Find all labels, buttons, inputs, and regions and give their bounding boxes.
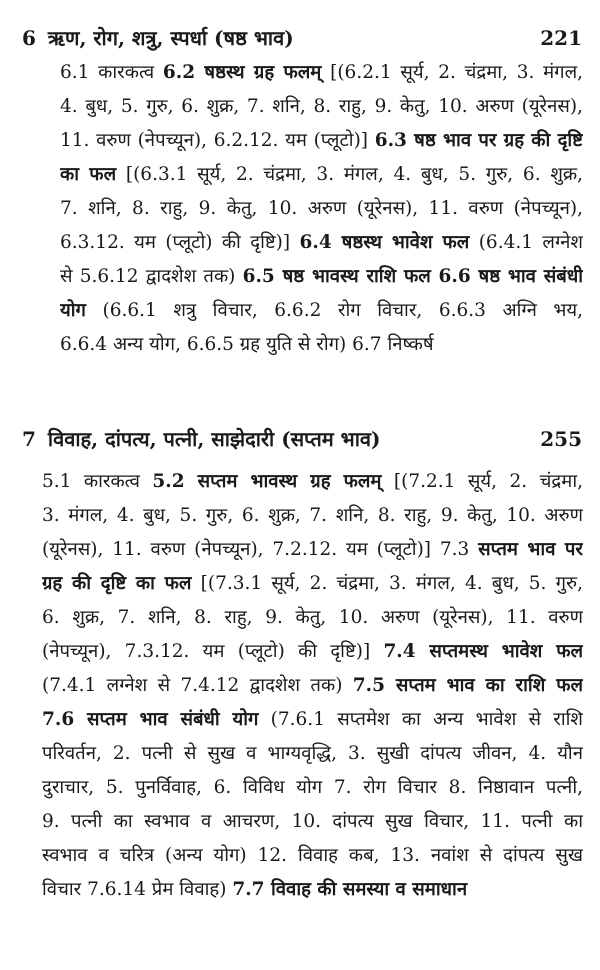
- section-heading-text: 5.2 सप्तम भावस्थ ग्रह फलम्: [152, 471, 382, 492]
- contents-line: [42, 873, 583, 907]
- contents-text: विचार 7.6.14 प्रेम विवाह): [42, 879, 233, 900]
- contents-text: 5.1 कारकत्व: [42, 471, 153, 492]
- contents-text: 11. वरुण (नेपच्यून), 6.2.12. यम (प्लूटो)]: [60, 130, 375, 151]
- contents-line: [42, 567, 583, 601]
- contents-text: 3. मंगल, 4. बुध, 5. गुरु, 6. शुक्र, 7. शनि, 8. राहु, 9. केतु, 10. अरुण: [42, 505, 583, 526]
- section-heading-text: 6.3 षष्ठ भाव पर ग्रह की दृष्टि: [374, 130, 583, 151]
- contents-text: (6.4.1 लग्नेश: [469, 232, 583, 253]
- contents-text: 6.3.12. यम (प्लूटो) की दृष्टि)]: [60, 232, 300, 253]
- section-heading-text: 6.5 षष्ठ भावस्थ राशि फल 6.6 षष्ठ भाव संबंधी: [242, 266, 583, 287]
- section-heading-text: 7.6 सप्तम भाव संबंधी योग: [42, 709, 259, 730]
- chapter-number: 7: [22, 427, 36, 451]
- contents-text: 6.1 कारकत्व: [60, 62, 163, 83]
- section-heading-text: 7.5 सप्तम भाव का राशि फल: [352, 675, 583, 696]
- contents-line: [60, 192, 583, 226]
- chapter-title: ऋण, रोग, शत्रु, स्पर्धा (षष्ठ भाव): [47, 26, 294, 50]
- contents-text: 6. शुक्र, 7. शनि, 8. राहु, 9. केतु, 10. अरुण (यूरेनस), 11. वरुण: [42, 607, 583, 628]
- section-heading-text: 6.2 षष्ठस्थ ग्रह फलम्: [162, 62, 322, 83]
- contents-text: (यूरेनस), 11. वरुण (नेपच्यून), 7.2.12. यम (प्लूटो)] 7.3: [42, 539, 479, 560]
- contents-line: [60, 124, 583, 158]
- contents-line: [42, 703, 583, 737]
- section-heading-text: योग: [60, 300, 86, 321]
- contents-text: (नेपच्यून), 7.3.12. यम (प्लूटो) की दृष्टि)]: [42, 641, 384, 662]
- contents-line: [60, 294, 583, 328]
- contents-line: [60, 328, 583, 362]
- contents-line: [60, 260, 583, 294]
- contents-text: 9. पत्नी का स्वभाव व आचरण, 10. दांपत्य सुख विचार, 11. पत्नी का: [42, 811, 583, 832]
- contents-text: 6.6.4 अन्य योग, 6.6.5 ग्रह युति से रोग) 6.7 निष्कर्ष: [60, 334, 434, 355]
- contents-text: 4. बुध, 5. गुरु, 6. शुक्र, 7. शनि, 8. राहु, 9. केतु, 10. अरुण (यूरेनस),: [60, 96, 583, 117]
- contents-line: [42, 635, 583, 669]
- contents-line: [60, 56, 583, 90]
- contents-line: [60, 158, 583, 192]
- chapter-7-contents: [42, 465, 583, 907]
- contents-text: 7. शनि, 8. राहु, 9. केतु, 10. अरुण (यूरेनस), 11. वरुण (नेपच्यून),: [60, 198, 583, 219]
- contents-text: (7.4.1 लग्नेश से 7.4.12 द्वादशेश तक): [42, 675, 353, 696]
- section-heading-text: 7.4 सप्तमस्थ भावेश फल: [383, 641, 583, 662]
- contents-line: [42, 839, 583, 873]
- page-number: 255: [540, 427, 582, 451]
- contents-text: परिवर्तन, 2. पत्नी से सुख व भाग्यवृद्धि, 3. सुखी दांपत्य जीवन, 4. यौन: [42, 743, 583, 764]
- contents-text: दुराचार, 5. पुनर्विवाह, 6. विविध योग 7. रोग विचार 8. निष्ठावान पत्नी,: [42, 777, 583, 798]
- contents-text: स्वभाव व चरित्र (अन्य योग) 12. विवाह कब, 13. नवांश से दांपत्य सुख: [42, 845, 583, 866]
- contents-line: [42, 805, 583, 839]
- contents-line: [60, 226, 583, 260]
- contents-text: [(6.3.1 सूर्य, 2. चंद्रमा, 3. मंगल, 4. बुध, 5. गुरु, 6. शुक्र,: [116, 164, 583, 185]
- chapter-number: 6: [22, 26, 36, 50]
- contents-text: से 5.6.12 द्वादशेश तक): [60, 266, 243, 287]
- contents-line: [42, 601, 583, 635]
- section-heading-text: 7.7 विवाह की समस्या व समाधान: [232, 879, 468, 900]
- contents-text: [(7.3.1 सूर्य, 2. चंद्रमा, 3. मंगल, 4. बुध, 5. गुरु,: [191, 573, 583, 594]
- contents-text: [(7.2.1 सूर्य, 2. चंद्रमा,: [381, 471, 583, 492]
- section-heading-text: ग्रह की दृष्टि का फल: [42, 573, 192, 594]
- section-heading-text: सप्तम भाव पर: [478, 539, 583, 560]
- contents-text: (6.6.1 शत्रु विचार, 6.6.2 रोग विचार, 6.6.3 अग्नि भय,: [85, 300, 583, 321]
- contents-line: [42, 533, 583, 567]
- chapter-6-heading: [22, 23, 582, 53]
- chapter-6-contents: [60, 56, 583, 362]
- contents-line: [42, 737, 583, 771]
- section-heading-text: 6.4 षष्ठस्थ भावेश फल: [299, 232, 470, 253]
- page-number: 221: [540, 26, 582, 50]
- contents-text: (7.6.1 सप्तमेश का अन्य भावेश से राशि: [258, 709, 583, 730]
- contents-line: [42, 771, 583, 805]
- contents-line: [42, 465, 583, 499]
- section-heading-text: का फल: [60, 164, 117, 185]
- chapter-title: विवाह, दांपत्य, पत्नी, साझेदारी (सप्तम भाव): [47, 427, 381, 451]
- chapter-7-heading: [22, 424, 582, 454]
- contents-line: [42, 499, 583, 533]
- contents-text: [(6.2.1 सूर्य, 2. चंद्रमा, 3. मंगल,: [321, 62, 583, 83]
- contents-line: [60, 90, 583, 124]
- contents-line: [42, 669, 583, 703]
